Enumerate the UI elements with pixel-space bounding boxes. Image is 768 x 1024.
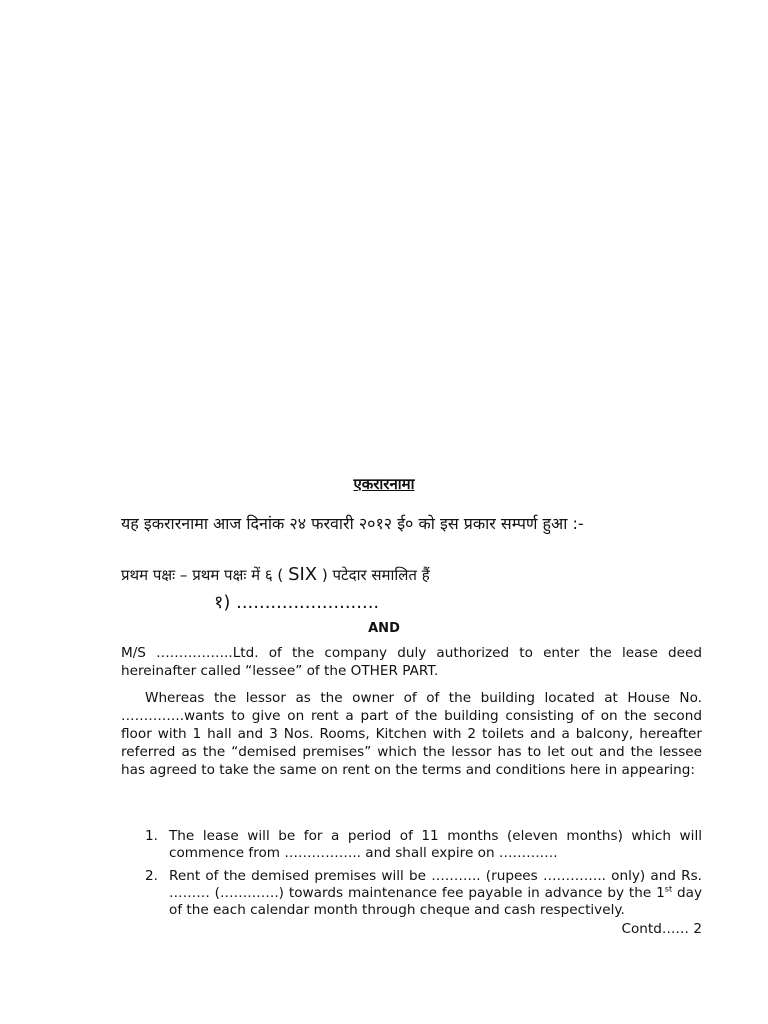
first-party-prefix: प्रथम पक्षः – प्रथम पक्षः में ६ ( [121,566,289,584]
term-number: 2. [145,868,158,884]
and-heading: AND [368,621,400,636]
first-party-suffix: ) पटेदार समालित हैं [317,566,430,584]
term-number: 1. [145,828,158,844]
term-item [121,828,702,862]
term-item [121,868,702,919]
continued-marker: Contd…… 2 [621,921,702,937]
ms-paragraph: M/S ……………..Ltd. of the company duly authorized to enter the lease deed hereinafter called “lessee” of the OTHER PART. [121,645,702,679]
term-superscript: st [664,884,673,894]
first-party-six: SIX [288,564,318,585]
document-title: एकरारनामा [353,475,415,493]
terms-list [121,828,702,925]
term-text-after-sup: day of the each calendar month through cheque and cash respectively. [169,885,703,918]
first-party-line [121,564,430,585]
term-text: The lease will be for a period of 11 months (eleven months) which will commence from …………….. and shall expire on …………. [169,828,702,861]
lessor-placeholder-line: १) ......................... [214,592,380,613]
term-text-before-sup: Rent of the demised premises will be ……….. (rupees ………….. only) and Rs. ……… (………….) towards maintenance fee payable in advance by the 1 [169,868,702,901]
whereas-paragraph: Whereas the lessor as the owner of of the building located at House No. …………..wants to give on rent a part of the building consisting of on the second floor with 1 hall and 3 Nos. Rooms, Kitchen with 2 toilets and a balcony, hereafter referred as the “demised premises” which the lessor has to let out and the lessee has agreed to take the same on rent on the terms and conditions here in appearing: [121,690,702,778]
intro-line: यह इकरारनामा आज दिनांक २४ फरवारी २०१२ ई० को इस प्रकार सम्पर्ण हुआ :- [121,514,584,533]
